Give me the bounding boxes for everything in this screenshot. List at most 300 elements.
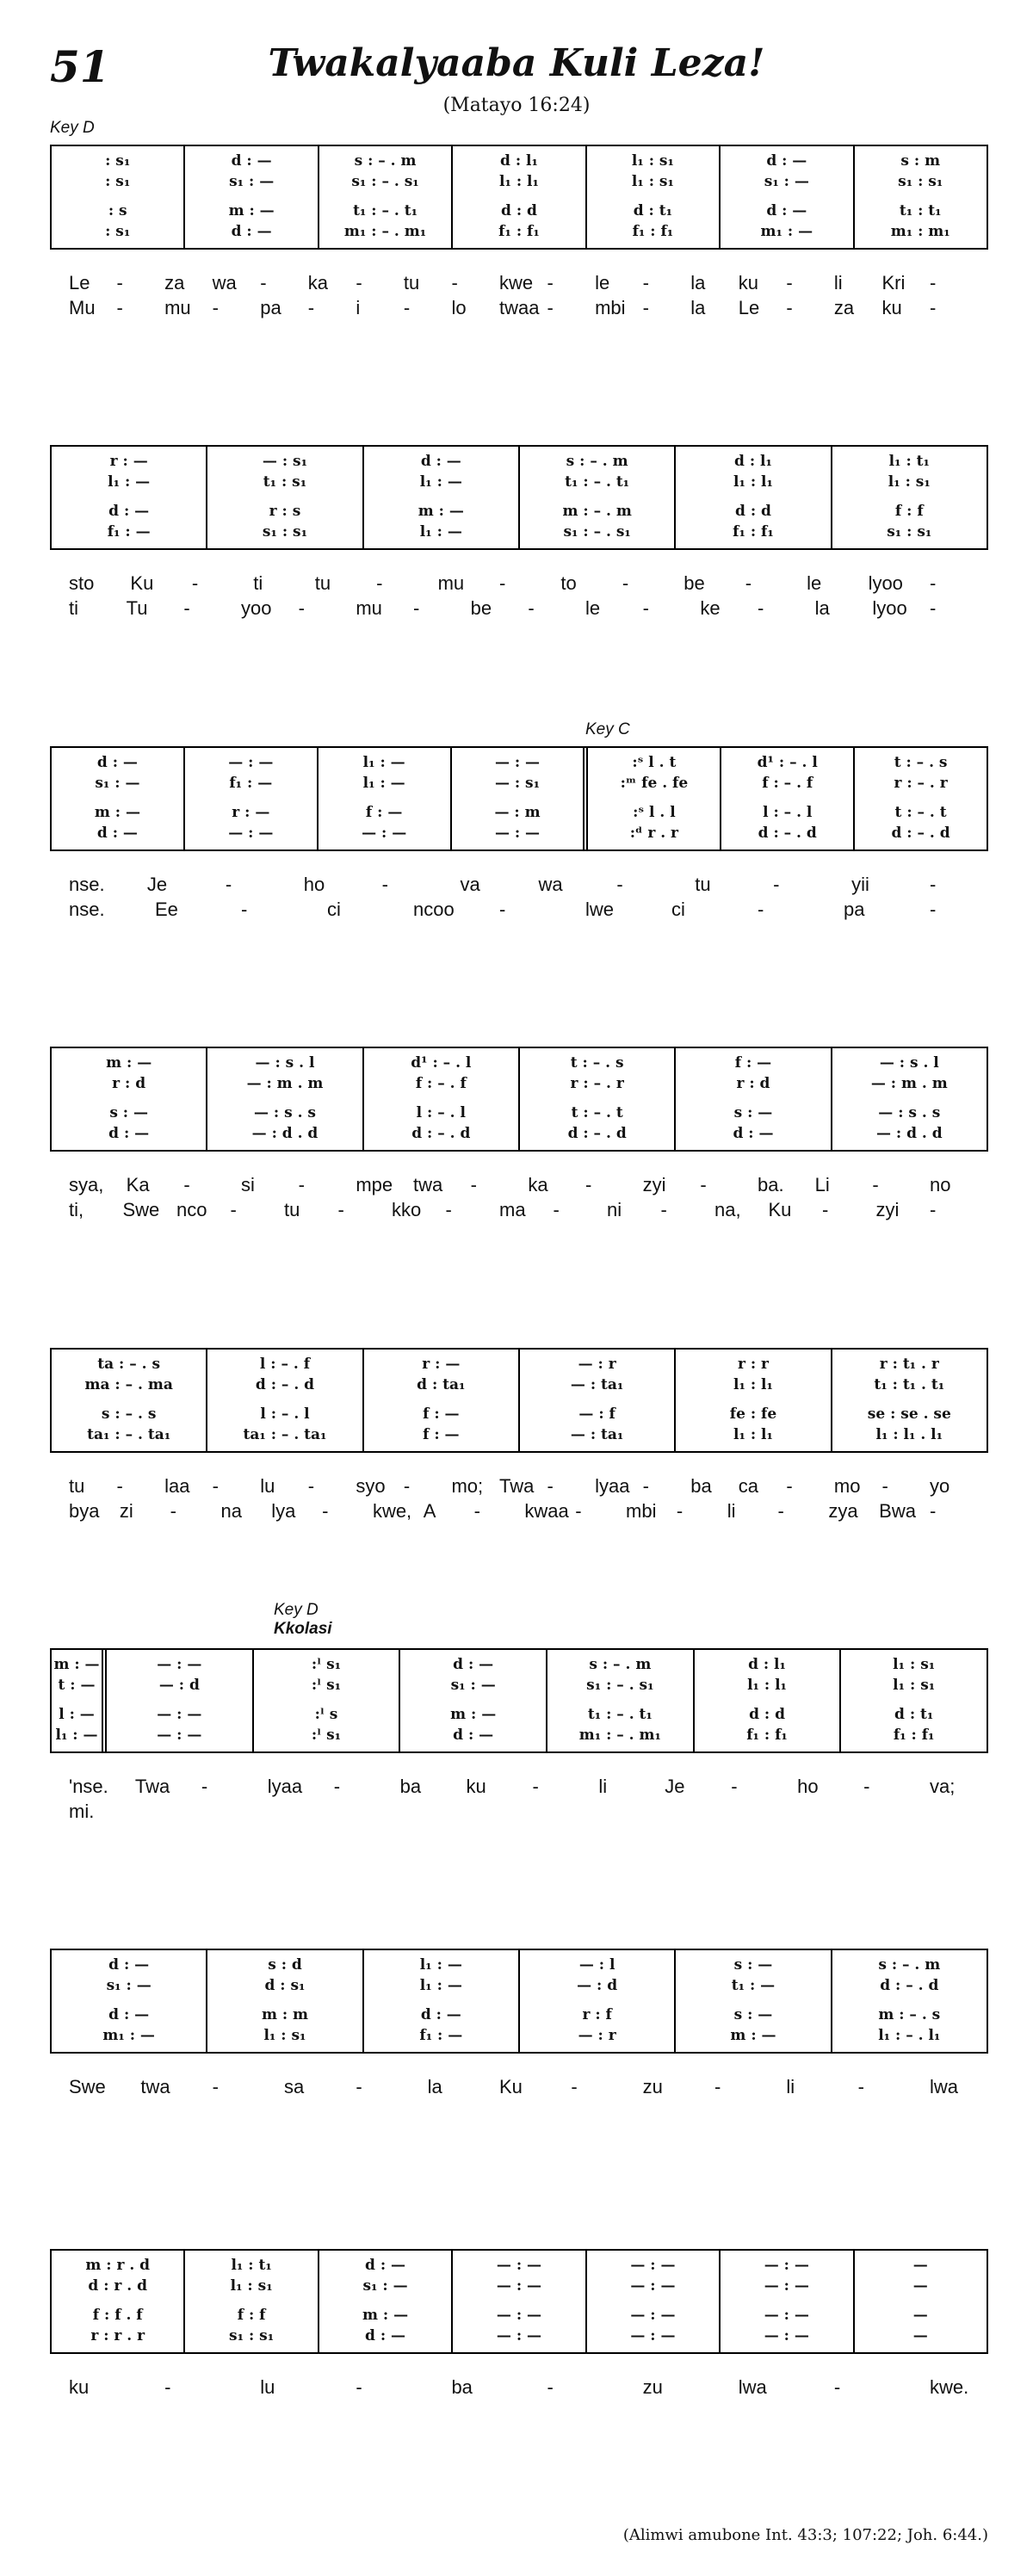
lyric-syllable: Mu xyxy=(69,297,96,318)
measure xyxy=(207,1350,363,1451)
voice-part-notes: l₁ : — xyxy=(108,473,151,491)
lyric-syllable: ba xyxy=(451,2376,473,2398)
voice-part-notes: : s₁ xyxy=(105,223,131,240)
lyric-syllable: - xyxy=(212,2076,219,2097)
lyric-syllable: ba xyxy=(399,1776,422,1797)
lyric-syllable: ba xyxy=(690,1475,712,1497)
lyric-syllable: - xyxy=(381,874,388,895)
voice-part-notes: d : l₁ xyxy=(500,152,538,170)
lyrics xyxy=(50,2376,988,2401)
lyric-syllable: i xyxy=(356,297,361,318)
voice-part-notes: t : – . s xyxy=(894,754,948,771)
voice-part-notes: m : — xyxy=(106,1054,152,1072)
voice-part-notes: :ˢ l . l xyxy=(633,804,676,821)
measure xyxy=(832,1048,987,1150)
measure xyxy=(453,2251,586,2352)
lyric-syllable: tu xyxy=(695,874,711,895)
measure xyxy=(721,146,854,248)
voice-part-notes: m : — xyxy=(450,1706,497,1723)
lyric-syllable: ka xyxy=(528,1174,548,1195)
voice-part-notes: — : s₁ xyxy=(262,453,308,470)
lyric-syllable: - xyxy=(470,1174,477,1195)
measure xyxy=(721,748,855,849)
lyric-syllable: Le xyxy=(69,272,90,293)
voice-part-notes: s : – . m xyxy=(589,1656,652,1673)
measure xyxy=(52,748,185,849)
lyric-syllable: ho xyxy=(797,1776,819,1797)
voice-part-notes: d : — xyxy=(453,1656,494,1673)
lyric-syllable: - xyxy=(881,1475,888,1497)
tonic-solfa-staff xyxy=(50,1047,988,1152)
lyric-syllable: syo xyxy=(356,1475,386,1497)
voice-part-notes: f₁ : — xyxy=(107,523,151,541)
voice-part-notes: :ˡ s xyxy=(314,1706,338,1723)
voice-part-notes: d¹ : – . l xyxy=(757,754,818,771)
lyric-line xyxy=(50,1475,988,1500)
lyric-syllable: - xyxy=(822,1199,829,1220)
lyric-syllable: ci xyxy=(327,899,341,920)
voice-part-notes: f₁ : f₁ xyxy=(498,223,540,240)
lyric-syllable: - xyxy=(445,1199,452,1220)
lyric-syllable: zu xyxy=(642,2076,663,2097)
voice-part-notes: m : m xyxy=(261,2006,309,2023)
lyric-syllable: - xyxy=(786,297,793,318)
lyric-syllable: zyi xyxy=(642,1174,666,1195)
voice-part-notes: r : – . r xyxy=(570,1075,624,1092)
voice-part-notes: — : — xyxy=(764,2307,809,2324)
voice-part-notes: l₁ : — xyxy=(362,754,405,771)
lyric-syllable: lwa xyxy=(738,2376,767,2398)
voice-part-notes: f : f xyxy=(237,2307,266,2324)
lyric-syllable: to xyxy=(560,572,577,594)
lyric-syllable: li xyxy=(833,272,843,293)
voice-part-notes: l₁ : s₁ xyxy=(230,2277,273,2295)
lyric-syllable: - xyxy=(616,874,623,895)
song-title: Twakalyaaba Kuli Leza! xyxy=(268,41,765,85)
voice-part-notes: r : s xyxy=(269,503,301,520)
lyric-line xyxy=(50,2376,988,2401)
lyric-syllable: kwe xyxy=(499,272,534,293)
voice-part-notes: — : — xyxy=(496,2327,542,2344)
lyric-syllable: ku xyxy=(881,297,902,318)
voice-part-notes: f : — xyxy=(423,1405,460,1423)
voice-part-notes: — : d . d xyxy=(875,1125,943,1142)
voice-part-notes: r : — xyxy=(109,453,148,470)
voice-part-notes: r : t₁ . r xyxy=(879,1356,939,1373)
voice-part-notes: s : – . m xyxy=(354,152,417,170)
lyric-syllable: lo xyxy=(451,297,467,318)
voice-part-notes: r : — xyxy=(232,804,270,821)
voice-part-notes: d : d xyxy=(749,1706,785,1723)
measure xyxy=(52,1048,207,1150)
voice-part-notes: — xyxy=(912,2277,928,2295)
voice-part-notes: d : l₁ xyxy=(734,453,772,470)
lyric-syllable: sa xyxy=(284,2076,305,2097)
voice-part-notes: d¹ : – . l xyxy=(411,1054,472,1072)
lyric-syllable: - xyxy=(930,297,937,318)
voice-part-notes: — : — xyxy=(630,2327,676,2344)
voice-part-notes: :ˡ s₁ xyxy=(311,1727,342,1744)
voice-part-notes: f : — xyxy=(423,1426,460,1443)
measure xyxy=(107,1650,254,1751)
lyric-syllable: ni xyxy=(607,1199,622,1220)
lyric-syllable: mi. xyxy=(69,1801,95,1822)
voice-part-notes: s₁ : — xyxy=(229,173,275,190)
voice-part-notes: d : — xyxy=(766,202,807,219)
lyric-syllable: - xyxy=(225,874,232,895)
lyric-syllable: mo xyxy=(833,1475,861,1497)
lyric-syllable: - xyxy=(333,1776,341,1797)
voice-part-notes: d : s₁ xyxy=(264,1977,306,1994)
lyric-syllable: mpe xyxy=(356,1174,393,1195)
lyrics xyxy=(50,874,988,924)
voice-part-notes: d : r . d xyxy=(88,2277,148,2295)
lyric-syllable: la xyxy=(814,597,830,619)
voice-part-notes: d : t₁ xyxy=(894,1706,934,1723)
lyric-syllable: wa xyxy=(212,272,237,293)
measure xyxy=(695,1650,842,1751)
voice-part-notes: d : – . d xyxy=(567,1125,627,1142)
lyric-syllable: - xyxy=(356,2376,362,2398)
voice-part-notes: d : – . d xyxy=(411,1125,471,1142)
voice-part-notes: ta : – . s xyxy=(97,1356,161,1373)
voice-part-notes: m : — xyxy=(418,503,464,520)
lyric-syllable: za xyxy=(833,297,855,318)
voice-part-notes: — : — xyxy=(157,1706,202,1723)
lyric-syllable: Ee xyxy=(155,899,178,920)
voice-part-notes: d : — xyxy=(96,754,138,771)
lyric-syllable: li xyxy=(598,1776,608,1797)
voice-part-notes: d : — xyxy=(108,1956,150,1974)
voice-part-notes: ta₁ : – . ta₁ xyxy=(243,1426,327,1443)
lyric-syllable: Ku xyxy=(768,1199,792,1220)
voice-part-notes: s₁ : — xyxy=(362,2277,408,2295)
lyric-syllable: - xyxy=(307,297,315,318)
voice-part-notes: s₁ : s₁ xyxy=(887,523,932,541)
lyric-syllable: ca xyxy=(738,1475,759,1497)
measure xyxy=(855,146,987,248)
lyric-syllable: - xyxy=(451,272,458,293)
lyric-syllable: ma xyxy=(499,1199,526,1220)
lyric-syllable: - xyxy=(528,597,535,619)
lyric-syllable: Twa xyxy=(499,1475,535,1497)
lyric-syllable: - xyxy=(622,572,629,594)
voice-part-notes: f : – . f xyxy=(415,1075,467,1092)
lyric-syllable: le xyxy=(585,597,601,619)
lyric-line xyxy=(50,1199,988,1224)
voice-part-notes: f₁ : — xyxy=(419,2027,463,2044)
voice-part-notes: l₁ : — xyxy=(55,1727,98,1744)
lyric-syllable: kko xyxy=(392,1199,422,1220)
measure xyxy=(364,1048,520,1150)
measure xyxy=(254,1650,401,1751)
lyric-syllable: li xyxy=(786,2076,795,2097)
lyric-line xyxy=(50,572,988,597)
voice-part-notes: d : – . d xyxy=(758,825,817,842)
lyric-syllable: - xyxy=(322,1500,329,1522)
measure xyxy=(676,447,832,548)
lyric-syllable: - xyxy=(170,1500,176,1522)
voice-part-notes: m : – . m xyxy=(562,503,632,520)
measure xyxy=(400,1650,547,1751)
lyric-syllable: - xyxy=(499,899,506,920)
lyric-syllable: mbi xyxy=(626,1500,657,1522)
voice-part-notes: — : — xyxy=(494,825,541,842)
measure xyxy=(453,146,586,248)
voice-part-notes: s₁ : — xyxy=(764,173,809,190)
lyric-syllable: mu xyxy=(437,572,465,594)
voice-part-notes: l : – . f xyxy=(259,1356,311,1373)
lyric-syllable: ti xyxy=(69,597,78,619)
measure xyxy=(319,748,452,849)
voice-part-notes: r : – . r xyxy=(894,775,948,792)
lyric-syllable: la xyxy=(690,297,706,318)
measure xyxy=(364,1350,520,1451)
measure xyxy=(587,146,721,248)
voice-part-notes: d : d xyxy=(735,503,771,520)
lyric-syllable: Ku xyxy=(130,572,154,594)
lyric-line xyxy=(50,597,988,622)
lyric-syllable: laa xyxy=(164,1475,190,1497)
voice-part-notes: s : — xyxy=(733,1104,773,1121)
lyric-syllable: li xyxy=(727,1500,736,1522)
voice-part-notes: d : — xyxy=(365,2257,406,2274)
voice-part-notes: l₁ : l₁ xyxy=(747,1677,787,1694)
voice-part-notes: r : r . r xyxy=(90,2327,145,2344)
lyric-syllable: twaa xyxy=(499,297,540,318)
voice-part-notes: — : — xyxy=(630,2257,676,2274)
tonic-solfa-staff xyxy=(50,1348,988,1453)
lyrics xyxy=(50,1475,988,1525)
measure xyxy=(207,447,363,548)
measure xyxy=(841,1650,987,1751)
voice-part-notes: t₁ : – . t₁ xyxy=(353,202,418,219)
lyric-syllable: yo xyxy=(930,1475,950,1497)
lyric-syllable: lyoo xyxy=(872,597,907,619)
lyric-syllable: nco xyxy=(176,1199,207,1220)
lyric-syllable: - xyxy=(714,2076,721,2097)
voice-part-notes: f₁ : — xyxy=(229,775,273,792)
lyric-syllable: twa xyxy=(140,2076,170,2097)
voice-part-notes: d : — xyxy=(108,1125,150,1142)
lyric-syllable: - xyxy=(585,1174,592,1195)
lyric-syllable: - xyxy=(642,272,649,293)
lyric-syllable: - xyxy=(773,874,780,895)
voice-part-notes: — : r xyxy=(578,2027,616,2044)
measure xyxy=(832,1350,987,1451)
voice-part-notes: f₁ : f₁ xyxy=(733,523,774,541)
voice-part-notes: s : – . m xyxy=(566,453,628,470)
voice-part-notes: d : — xyxy=(420,453,461,470)
voice-part-notes: :ˡ s₁ xyxy=(311,1656,342,1673)
voice-part-notes: — : — xyxy=(630,2307,676,2324)
voice-part-notes: d : — xyxy=(733,1125,774,1142)
measure xyxy=(676,1950,832,2052)
lyric-syllable: - xyxy=(183,1174,190,1195)
lyric-syllable: Swe xyxy=(122,1199,160,1220)
lyric-syllable: - xyxy=(547,1475,554,1497)
measure xyxy=(52,2251,185,2352)
lyric-syllable: Swe xyxy=(69,2076,106,2097)
lyric-syllable: - xyxy=(201,1776,208,1797)
tonic-solfa-staff xyxy=(50,445,988,550)
lyric-syllable: - xyxy=(116,1475,123,1497)
footer-references: (Alimwi amubone Int. 43:3; 107:22; Joh. 6:44.) xyxy=(622,2526,988,2544)
voice-part-notes: m₁ : m₁ xyxy=(890,223,950,240)
lyric-syllable: - xyxy=(164,2376,171,2398)
lyric-syllable: - xyxy=(758,899,764,920)
lyric-syllable: va; xyxy=(930,1776,956,1797)
voice-part-notes: d : — xyxy=(108,2006,150,2023)
lyric-syllable: si xyxy=(241,1174,255,1195)
measure xyxy=(52,146,185,248)
measure xyxy=(587,2251,721,2352)
lyric-syllable: twa xyxy=(413,1174,443,1195)
voice-part-notes: d : — xyxy=(453,1727,494,1744)
voice-part-notes: l : — xyxy=(59,1706,95,1723)
lyrics xyxy=(50,1776,988,1825)
lyric-syllable: ti xyxy=(253,572,263,594)
lyric-syllable: - xyxy=(547,272,554,293)
voice-part-notes: d : d xyxy=(501,202,537,219)
lyric-line xyxy=(50,1500,988,1525)
voice-part-notes: l₁ : l₁ xyxy=(733,473,773,491)
lyric-syllable: - xyxy=(700,1174,707,1195)
lyric-syllable: - xyxy=(872,1174,879,1195)
lyric-syllable: - xyxy=(499,572,506,594)
lyric-syllable: - xyxy=(930,597,937,619)
voice-part-notes: — : d xyxy=(577,1977,618,1994)
lyric-syllable: sya, xyxy=(69,1174,104,1195)
tonic-solfa-staff xyxy=(50,145,988,250)
lyric-syllable: - xyxy=(676,1500,684,1522)
lyric-line xyxy=(50,1776,988,1801)
voice-part-notes: d : — xyxy=(766,152,807,170)
lyric-syllable: ke xyxy=(700,597,721,619)
voice-part-notes: ma : – . ma xyxy=(84,1376,173,1393)
lyric-syllable: - xyxy=(857,2076,864,2097)
voice-part-notes: m₁ : — xyxy=(760,223,813,240)
measure xyxy=(207,1950,363,2052)
lyric-syllable: - xyxy=(376,572,383,594)
voice-part-notes: t₁ : – . t₁ xyxy=(587,1706,653,1723)
lyric-syllable: - xyxy=(356,2076,362,2097)
voice-part-notes: — : m . m xyxy=(870,1075,948,1092)
lyric-syllable: lu xyxy=(260,1475,275,1497)
voice-part-notes: l₁ : — xyxy=(419,1977,462,1994)
lyric-syllable: tu xyxy=(284,1199,300,1220)
scripture-reference: (Matayo 16:24) xyxy=(442,95,591,116)
lyric-syllable: Je xyxy=(146,874,168,895)
measure xyxy=(364,447,520,548)
voice-part-notes: t : – . t xyxy=(571,1104,623,1121)
voice-part-notes: — : — xyxy=(157,1727,202,1744)
lyric-syllable: - xyxy=(553,1199,560,1220)
voice-part-notes: :ᵐ fe . fe xyxy=(620,775,689,792)
voice-part-notes: — : — xyxy=(496,2277,542,2295)
voice-part-notes: s : m xyxy=(900,152,941,170)
voice-part-notes: s : – . m xyxy=(878,1956,941,1974)
voice-part-notes: :ˡ s₁ xyxy=(311,1677,342,1694)
measure xyxy=(185,146,319,248)
voice-part-notes: r : d xyxy=(736,1075,770,1092)
lyric-syllable: Bwa xyxy=(879,1500,916,1522)
measure xyxy=(520,1350,676,1451)
voice-part-notes: l₁ : s₁ xyxy=(888,473,931,491)
voice-part-notes: f₁ : f₁ xyxy=(632,223,674,240)
voice-part-notes: — : d xyxy=(158,1677,200,1694)
lyric-syllable: yoo xyxy=(241,597,272,619)
lyric-syllable: lu xyxy=(260,2376,275,2398)
lyric-syllable: ku xyxy=(738,272,759,293)
key-label: Key D xyxy=(50,119,95,137)
measure xyxy=(520,1950,676,2052)
voice-part-notes: r : d xyxy=(112,1075,146,1092)
lyric-syllable: 'nse. xyxy=(69,1776,108,1797)
voice-part-notes: s : — xyxy=(109,1104,148,1121)
voice-part-notes: l₁ : l₁ xyxy=(733,1376,773,1393)
voice-part-notes: f₁ : f₁ xyxy=(893,1727,935,1744)
voice-part-notes: — : — xyxy=(764,2257,809,2274)
lyric-syllable: za xyxy=(164,272,185,293)
measure xyxy=(452,748,589,849)
voice-part-notes: — : l xyxy=(578,1956,615,1974)
voice-part-notes: l : – . l xyxy=(763,804,813,821)
voice-part-notes: t : – . s xyxy=(570,1054,624,1072)
lyric-syllable: - xyxy=(298,597,305,619)
voice-part-notes: l₁ : s₁ xyxy=(893,1656,936,1673)
voice-part-notes: s₁ : — xyxy=(450,1677,496,1694)
voice-part-notes: l : – . l xyxy=(260,1405,310,1423)
lyric-syllable: va xyxy=(460,874,480,895)
voice-part-notes: m : — xyxy=(228,202,275,219)
voice-part-notes: s₁ : s₁ xyxy=(262,523,308,541)
lyric-syllable: ho xyxy=(303,874,325,895)
lyric-syllable: tu xyxy=(403,272,420,293)
voice-part-notes: f : — xyxy=(365,804,403,821)
lyric-syllable: tu xyxy=(69,1475,85,1497)
lyric-syllable: zu xyxy=(642,2376,663,2398)
voice-part-notes: s₁ : – . s₁ xyxy=(351,173,419,190)
lyric-syllable: - xyxy=(116,272,123,293)
lyric-syllable: ti, xyxy=(69,1199,84,1220)
lyric-syllable: - xyxy=(356,272,362,293)
lyric-syllable: kwaa xyxy=(524,1500,569,1522)
tonic-solfa-staff xyxy=(50,1648,988,1753)
voice-part-notes: m₁ : – . m₁ xyxy=(343,223,427,240)
voice-part-notes: l₁ : t₁ xyxy=(231,2257,272,2274)
voice-part-notes: : s xyxy=(108,202,127,219)
lyric-syllable: zi xyxy=(119,1500,133,1522)
measure xyxy=(319,2251,453,2352)
voice-part-notes: d : — xyxy=(231,152,272,170)
lyric-syllable: pa xyxy=(844,899,865,920)
measure xyxy=(721,2251,854,2352)
lyric-syllable: lyaa xyxy=(595,1475,630,1497)
lyric-syllable: - xyxy=(930,899,937,920)
lyric-syllable: Twa xyxy=(134,1776,170,1797)
measure xyxy=(520,1048,676,1150)
voice-part-notes: s₁ : — xyxy=(106,1977,152,1994)
measure xyxy=(52,1350,207,1451)
lyric-syllable: lyaa xyxy=(267,1776,303,1797)
lyric-syllable: sto xyxy=(69,572,95,594)
voice-part-notes: — : — xyxy=(496,2257,542,2274)
measure xyxy=(588,748,721,849)
voice-part-notes: f : – . f xyxy=(762,775,813,792)
voice-part-notes: d : ta₁ xyxy=(417,1376,466,1393)
lyric-syllable: - xyxy=(575,1500,582,1522)
